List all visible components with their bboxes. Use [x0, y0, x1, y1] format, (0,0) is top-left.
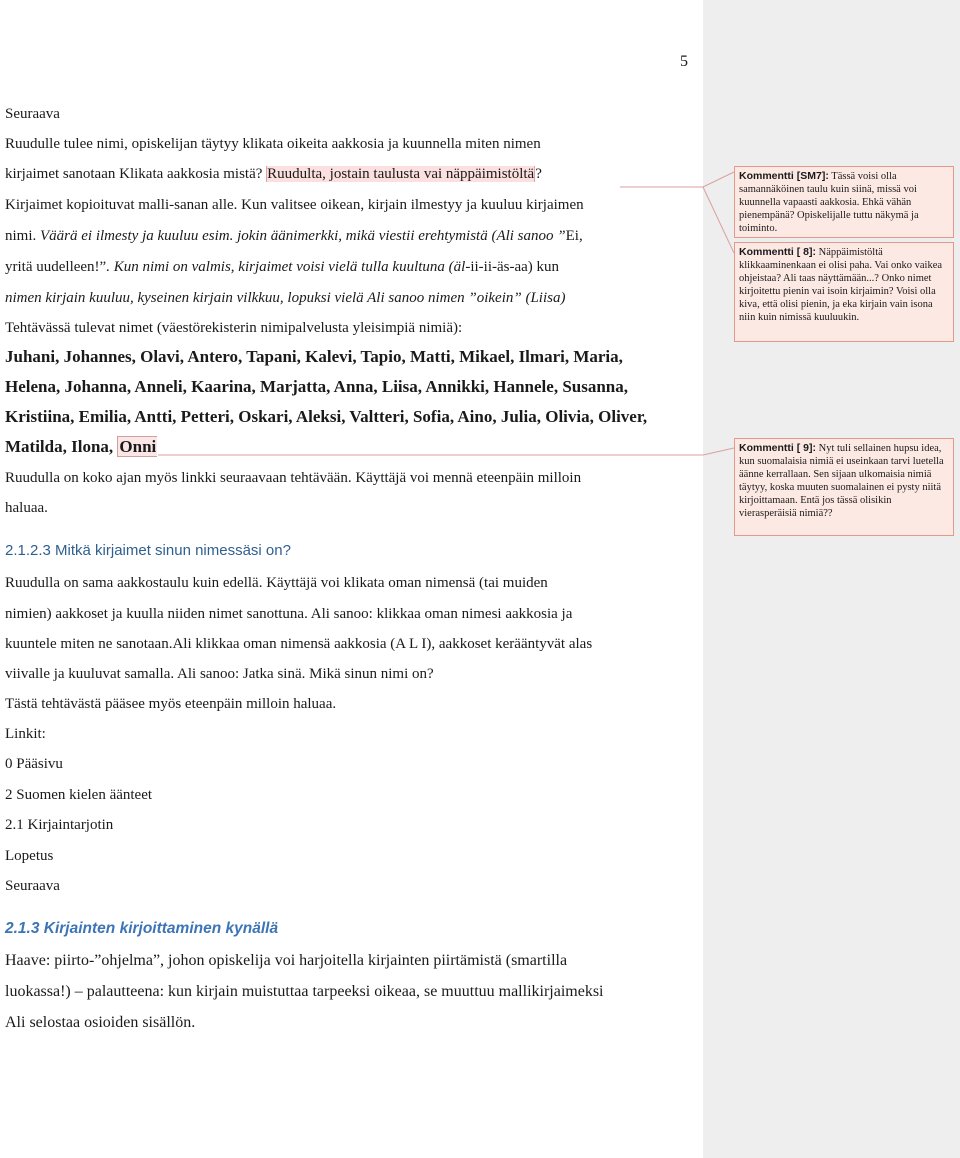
comment-balloon[interactable] — [734, 166, 954, 238]
paragraph-line: nimien) aakkoset ja kuulla niiden nimet sanottuna. Ali sanoo: klikkaa oman nimesi aakkosia ja — [5, 606, 573, 622]
paragraph-line: viivalle ja kuuluvat samalla. Ali sanoo: Jatka sinä. Mikä sinun nimi on? — [5, 666, 434, 682]
section-heading: 2.1.2.3 Mitkä kirjaimet sinun nimessäsi on? — [5, 542, 291, 559]
link-item: 2.1 Kirjaintarjotin — [5, 817, 114, 833]
paragraph-line: kirjaimet sanotaan Klikata aakkosia mistä? Ruudulta, jostain taulusta vai näppäimistöltä? — [5, 166, 542, 182]
names-list-line: Kristiina, Emilia, Antti, Petteri, Oskari, Aleksi, Valtteri, Sofia, Aino, Julia, Olivia, Oliver, — [5, 407, 648, 426]
paragraph-line: yritä uudelleen!”. Kun nimi on valmis, kirjaimet voisi vielä tulla kuultuna (äl-ii-ii-äs-aa) kun — [5, 259, 560, 275]
comment-label: Kommentti [ 9]: — [739, 442, 816, 454]
paragraph-line: Tehtävässä tulevat nimet (väestörekisterin nimipalvelusta yleisimpiä nimiä): — [5, 320, 463, 336]
paragraph-line: nimen kirjain kuuluu, kyseinen kirjain vilkkuu, lopuksi vielä Ali sanoo nimen ”oikein” (Liisa) — [5, 290, 566, 306]
paragraph-line: Haave: piirto-”ohjelma”, johon opiskelija voi harjoitella kirjainten piirtämistä (smartilla — [5, 952, 568, 969]
paragraph-line: Ruudulla on sama aakkostaulu kuin edellä. Käyttäjä voi klikata oman nimensä (tai muiden — [5, 575, 548, 591]
paragraph-line: Ruudulla on koko ajan myös linkki seuraavaan tehtävään. Käyttäjä voi mennä eteenpäin milloin — [5, 470, 582, 486]
page-number: 5 — [680, 53, 688, 70]
comment-text: Tässä voisi olla samannäköinen taulu kuin siinä, missä voi kuunnella vapaasti aakkosia. Ehkä vähän pienempänä? Opiskelijalle tuttu näkymä ja toiminto. — [739, 171, 919, 234]
link-item: 0 Pääsivu — [5, 756, 63, 772]
paragraph-line: nimi. Väärä ei ilmesty ja kuuluu esim. jokin äänimerkki, mikä viestii erehtymistä (Ali sanoo ”Ei, — [5, 228, 583, 244]
commented-text-highlight[interactable]: Ruudulta, jostain taulusta vai näppäimistöltä — [267, 166, 535, 182]
comment-text: Nyt tuli sellainen hupsu idea, kun suomalaisia nimiä ei useinkaan tarvi luetella äänne kerrallaan. Sen sijaan ulkomaisia nimiä täytyy, koska muuten suomalainen ei pysty niitä kirjoittamaan. Entä jos tässä olisikin vierasperäisiä nimiä?? — [739, 443, 944, 519]
comment-text: Näppäimistöltä klikkaaminenkaan ei olisi paha. Vai onko vaikea ohjeistaa? Ali taas näyttämään...? Onko nimet kirjoitettu pienin vai isoin kirjaimin? Voisi olla kiva, että olisi pienin, ja eka kirjain vain isona niin kuin nimissä kuuluukin. — [739, 247, 943, 323]
comment-balloon[interactable] — [734, 242, 954, 342]
paragraph-line: luokassa!) – palautteena: kun kirjain muistuttaa tarpeeksi oikeaa, se muuttuu mallikirjaimeksi — [5, 983, 604, 1000]
names-list-line: Matilda, Ilona, Onni — [5, 437, 157, 456]
paragraph-line: Linkit: — [5, 726, 46, 742]
link-item: 2 Suomen kielen äänteet — [5, 787, 153, 803]
paragraph-line: Ruudulle tulee nimi, opiskelijan täytyy klikata oikeita aakkosia ja kuunnella miten nimen — [5, 136, 541, 152]
comment-balloon[interactable] — [734, 438, 954, 536]
comment-label: Kommentti [ 8]: — [739, 246, 816, 258]
section-heading: 2.1.3 Kirjainten kirjoittaminen kynällä — [5, 920, 279, 937]
paragraph-line: haluaa. — [5, 500, 48, 516]
paragraph-line: kuuntele miten ne sanotaan.Ali klikkaa oman nimensä aakkosia (A L I), aakkoset kerääntyvät alas — [5, 636, 593, 652]
paragraph-line: Kirjaimet kopioituvat malli-sanan alle. Kun valitsee oikean, kirjain ilmestyy ja kuuluu kirjaimen — [5, 197, 584, 213]
commented-text-highlight[interactable]: Onni — [119, 437, 157, 456]
link-item: Seuraava — [5, 878, 60, 894]
comment-label: Kommentti [SM7]: — [739, 170, 829, 182]
paragraph-line: Tästä tehtävästä pääsee myös eteenpäin milloin haluaa. — [5, 696, 337, 712]
paragraph-line: Seuraava — [5, 106, 60, 122]
names-list-line: Juhani, Johannes, Olavi, Antero, Tapani, Kalevi, Tapio, Matti, Mikael, Ilmari, Maria, — [5, 347, 623, 366]
paragraph-line: Ali selostaa osioiden sisällön. — [5, 1014, 196, 1031]
names-list-line: Helena, Johanna, Anneli, Kaarina, Marjatta, Anna, Liisa, Annikki, Hannele, Susanna, — [5, 377, 628, 396]
link-item: Lopetus — [5, 848, 54, 864]
